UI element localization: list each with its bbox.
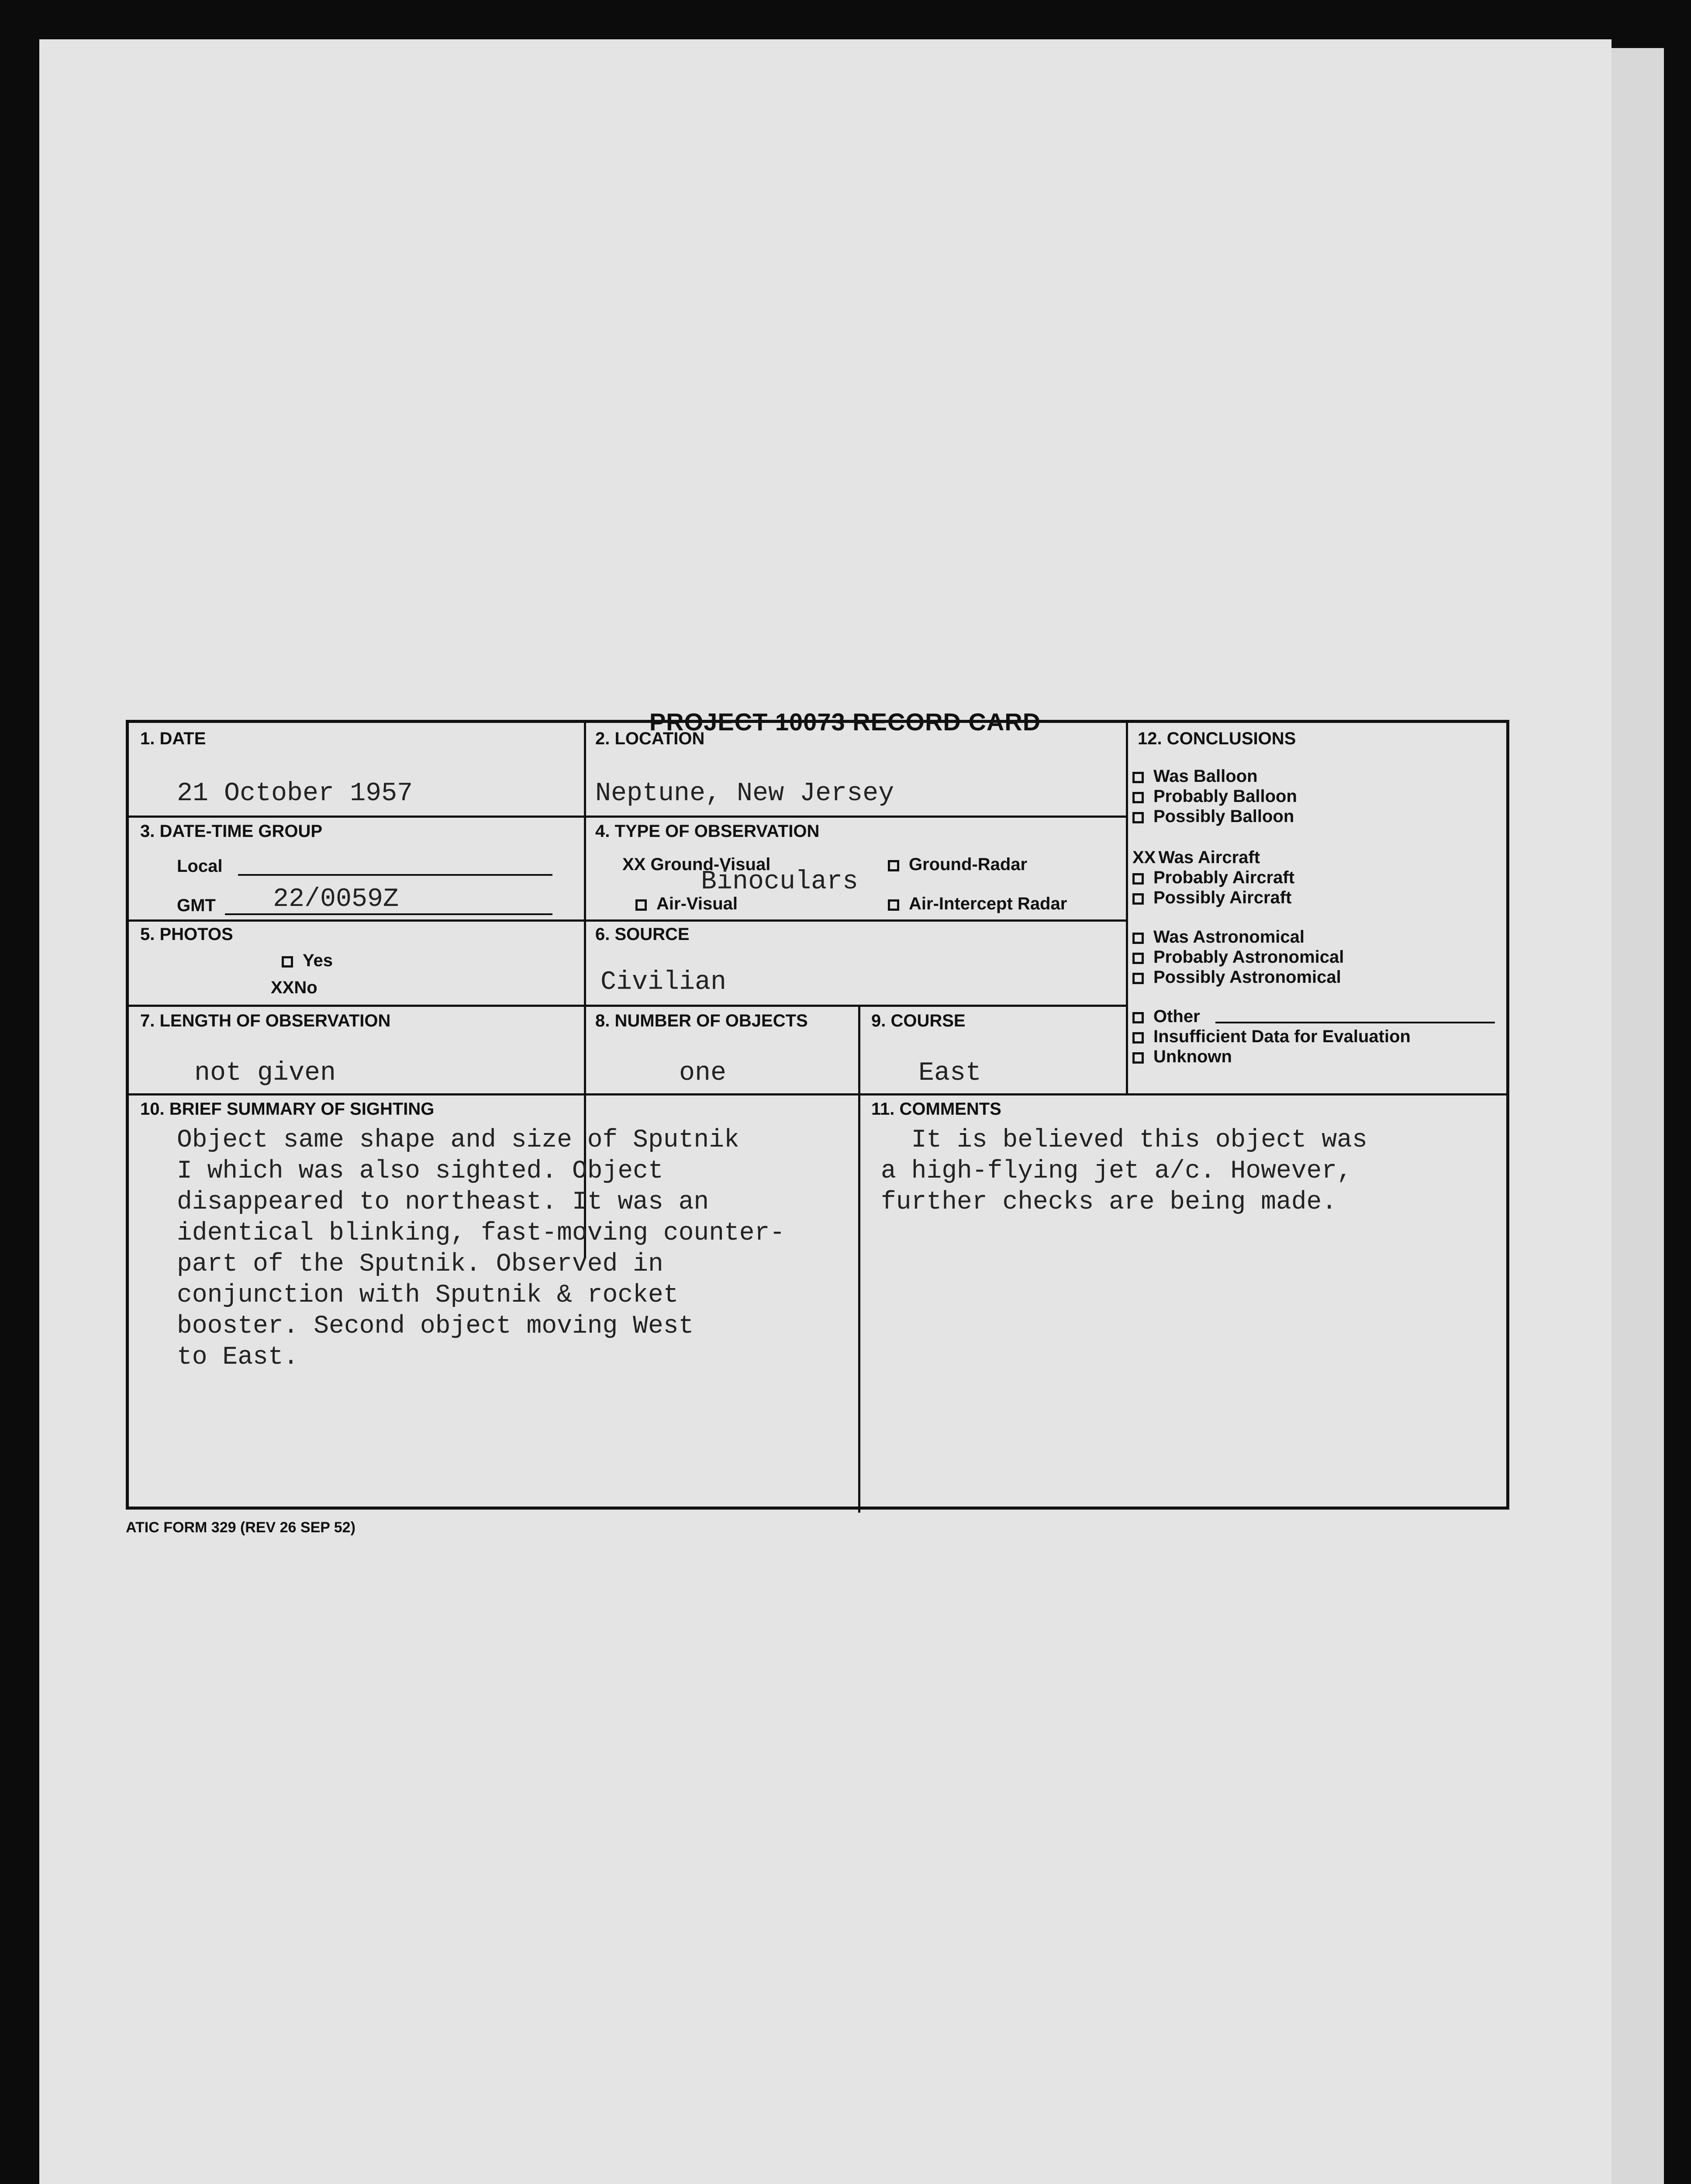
course-value: East [918, 1058, 982, 1088]
summary-text [177, 1125, 785, 1373]
photos-label: 5. PHOTOS [140, 925, 233, 944]
conclusion-other: Other [1132, 1007, 1508, 1027]
checkbox-icon [1132, 792, 1144, 803]
air-visual-label: Air-Visual [656, 894, 738, 913]
objects-label: 8. NUMBER OF OBJECTS [595, 1011, 808, 1030]
checkbox-icon [888, 899, 899, 911]
location-value: Neptune, New Jersey [595, 779, 894, 809]
checkbox-icon [1132, 933, 1144, 944]
divider [129, 919, 1126, 922]
divider [129, 1005, 1126, 1007]
form-number: ATIC FORM 329 (REV 26 SEP 52) [126, 1519, 355, 1536]
summary-line: Object same shape and size of Sputnik [177, 1126, 739, 1154]
summary-line: I which was also sighted. Object [177, 1157, 663, 1185]
divider [129, 1093, 1509, 1095]
photos-no-mark: XX [271, 978, 294, 997]
conclusion-probably-astronomical: Probably Astronomical [1132, 947, 1508, 968]
photos-yes-label: Yes [303, 951, 333, 970]
conclusions-list [1132, 767, 1508, 1067]
divider [1126, 723, 1128, 1093]
conclusion-possibly-astronomical: Possibly Astronomical [1132, 968, 1508, 988]
local-line [238, 874, 552, 876]
comments-label: 11. COMMENTS [871, 1099, 1001, 1119]
conclusion-possibly-aircraft: Possibly Aircraft [1132, 888, 1508, 908]
conclusion-probably-balloon: Probably Balloon [1132, 787, 1508, 807]
local-label: Local [177, 857, 223, 876]
conclusion-insufficient: Insufficient Data for Evaluation [1132, 1027, 1508, 1047]
observation-label: 4. TYPE OF OBSERVATION [595, 822, 820, 841]
conclusion-unknown: Unknown [1132, 1047, 1508, 1067]
date-value: 21 October 1957 [177, 779, 413, 809]
length-value: not given [194, 1058, 336, 1088]
objects-value: one [679, 1058, 727, 1088]
summary-line: booster. Second object moving West [177, 1312, 694, 1341]
divider [858, 1006, 860, 1513]
conclusion-was-aircraft: XX Was Aircraft [1132, 848, 1260, 867]
checkbox-icon [1132, 973, 1144, 984]
air-intercept-label: Air-Intercept Radar [909, 894, 1067, 913]
conclusion-was-balloon: Was Balloon [1132, 767, 1508, 787]
dtg-label: 3. DATE-TIME GROUP [140, 822, 323, 841]
ground-visual-mark: XX [622, 855, 646, 874]
summary-line: to East. [177, 1343, 299, 1372]
card-title: PROJECT 10073 RECORD CARD [649, 708, 1041, 736]
checkbox-icon [1132, 1012, 1144, 1023]
conclusion-possibly-balloon: Possibly Balloon [1132, 807, 1508, 827]
binoculars-note: Binoculars [701, 867, 859, 897]
summary-line: identical blinking, fast-moving counter- [177, 1219, 785, 1248]
summary-label: 10. BRIEF SUMMARY OF SIGHTING [140, 1099, 435, 1119]
record-card-form [126, 720, 1509, 1510]
conclusion-was-astronomical: Was Astronomical [1132, 927, 1508, 947]
gmt-value: 22/0059Z [273, 885, 399, 914]
divider [129, 816, 1126, 818]
comments-line: further checks are being made. [881, 1188, 1337, 1216]
summary-line: disappeared to northeast. It was an [177, 1188, 709, 1216]
course-label: 9. COURSE [871, 1011, 966, 1030]
checkbox-icon [1132, 772, 1144, 783]
location-label: 2. LOCATION [595, 729, 705, 748]
gmt-label: GMT [177, 896, 216, 915]
checkbox-icon [888, 860, 899, 871]
air-intercept-option [888, 894, 1067, 914]
comments-line: It is believed this object was [881, 1126, 1367, 1154]
air-visual-option [635, 894, 738, 914]
ground-radar-option [888, 855, 1027, 874]
comments-line: a high-flying jet a/c. However, [881, 1157, 1352, 1185]
date-label: 1. DATE [140, 729, 206, 748]
comments-text [881, 1125, 1367, 1218]
checkbox-icon [1132, 812, 1144, 823]
checkbox-icon [1132, 953, 1144, 964]
checkbox-icon [1132, 873, 1144, 885]
was-aircraft-mark: XX [1132, 848, 1156, 867]
conclusions-label: 12. CONCLUSIONS [1138, 729, 1296, 748]
checkbox-icon [1132, 893, 1144, 905]
length-label: 7. LENGTH OF OBSERVATION [140, 1011, 391, 1030]
source-value: Civilian [600, 968, 727, 997]
checkbox-icon [1132, 1052, 1144, 1064]
source-label: 6. SOURCE [595, 925, 690, 944]
checkbox-icon [1132, 1032, 1144, 1044]
ground-visual-label: Ground-Visual [650, 855, 771, 874]
summary-line: part of the Sputnik. Observed in [177, 1250, 663, 1279]
conclusion-probably-aircraft: Probably Aircraft [1132, 868, 1508, 888]
ground-radar-label: Ground-Radar [909, 855, 1028, 874]
photos-yes-option [282, 951, 333, 971]
photos-no-label: No [294, 978, 317, 997]
checkbox-icon [282, 956, 293, 968]
photos-no-option [271, 978, 317, 998]
checkbox-icon [635, 899, 647, 911]
summary-line: conjunction with Sputnik & rocket [177, 1281, 679, 1310]
other-line [1215, 1022, 1495, 1023]
